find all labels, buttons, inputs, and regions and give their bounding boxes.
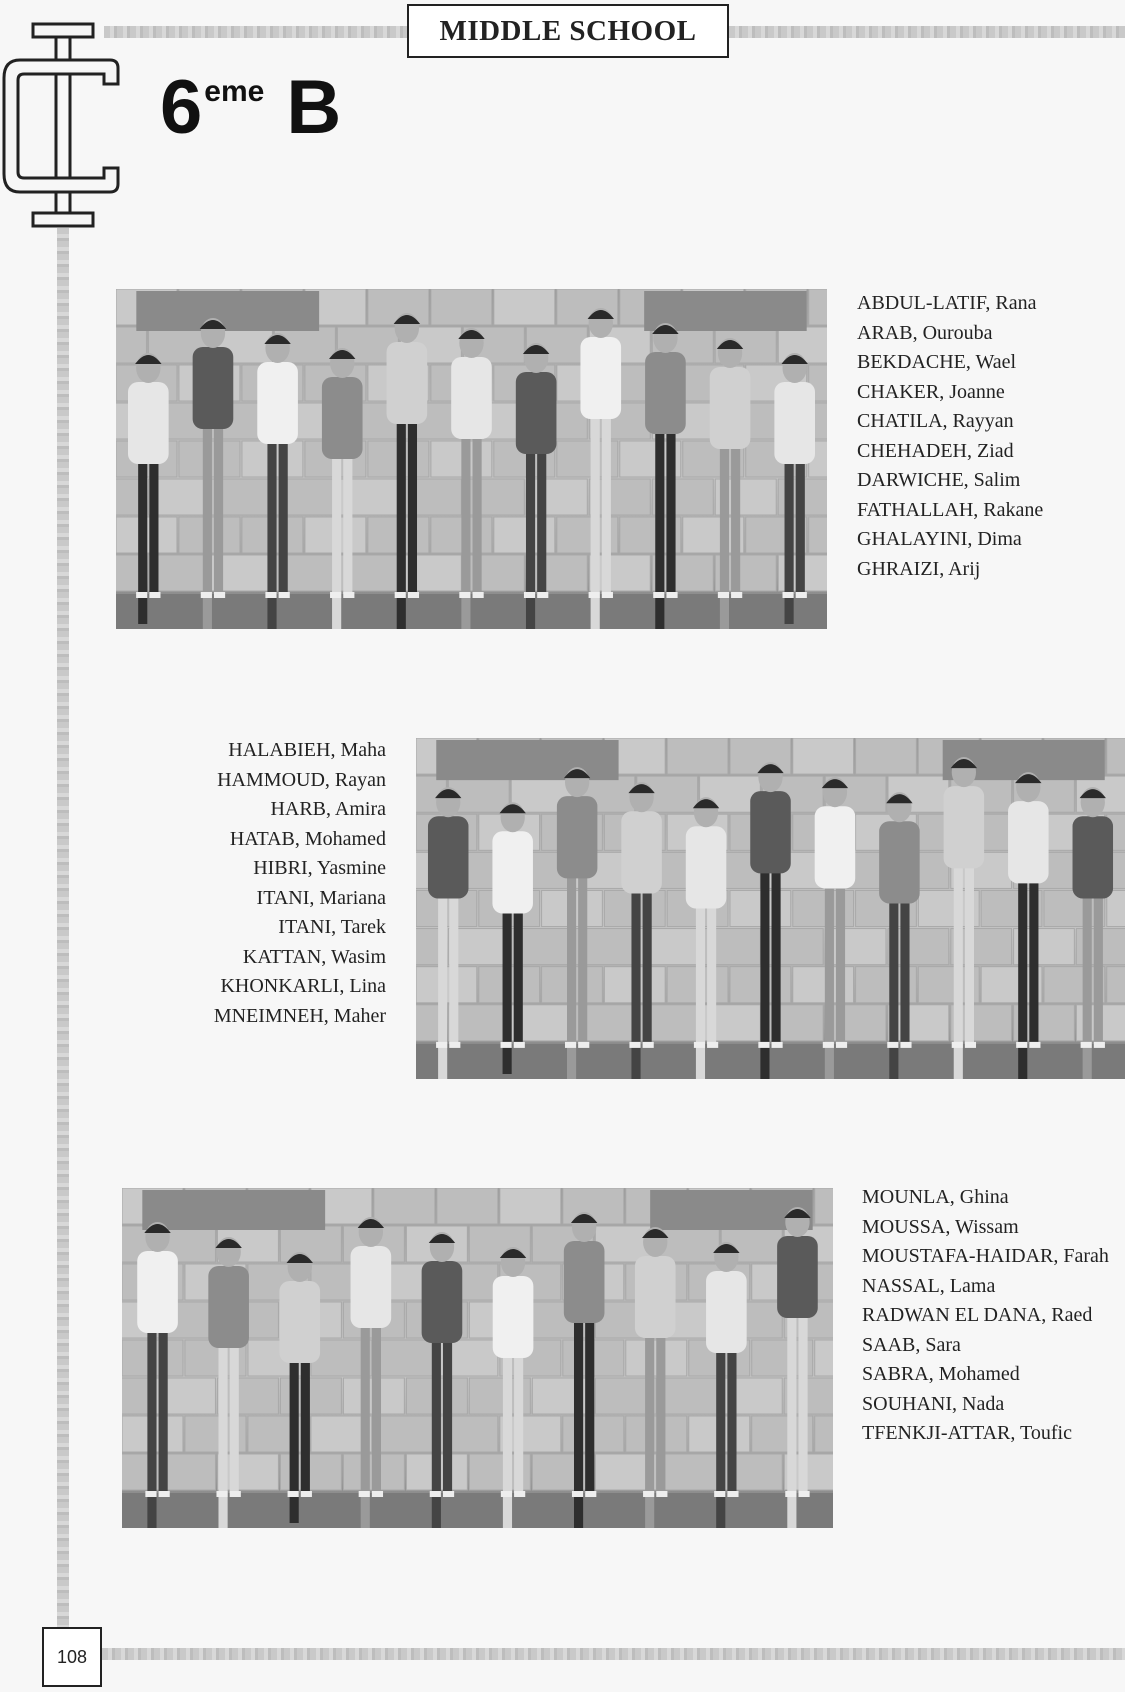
class-photo-1-image xyxy=(116,289,827,629)
student-name: KATTAN, Wasim xyxy=(242,945,386,968)
class-photo-3-image xyxy=(122,1188,833,1528)
class-title xyxy=(160,65,342,150)
student-name: SOUHANI, Nada xyxy=(862,1392,1005,1415)
student-name: GHALAYINI, Dima xyxy=(857,528,1022,550)
student-name: ITANI, Tarek xyxy=(278,916,386,938)
student-name: CHATILA, Rayyan xyxy=(857,410,1014,432)
student-name: GHRAIZI, Arij xyxy=(857,557,981,580)
student-name: MOUSSA, Wissam xyxy=(862,1215,1019,1238)
student-name: TFENKJI-ATTAR, Toufic xyxy=(862,1422,1072,1444)
student-name: ARAB, Ourouba xyxy=(857,321,993,344)
student-name: HIBRI, Yasmine xyxy=(253,857,386,879)
top-rule-right xyxy=(729,26,1125,38)
class-photo-3 xyxy=(122,1188,833,1528)
class-grade: 6 xyxy=(160,65,203,150)
page-number: 108 xyxy=(56,1646,88,1667)
student-name: DARWICHE, Salim xyxy=(857,469,1021,491)
top-rule-left xyxy=(104,26,407,38)
student-name: FATHALLAH, Rakane xyxy=(857,498,1044,521)
student-name: NASSAL, Lama xyxy=(862,1274,996,1297)
left-vertical-rule xyxy=(57,228,69,1628)
section-header xyxy=(407,4,729,58)
name-list-1 xyxy=(857,289,1043,584)
student-name: RADWAN EL DANA, Raed xyxy=(862,1304,1093,1326)
class-section-letter: B xyxy=(286,65,342,150)
student-name: HARB, Amira xyxy=(270,798,386,820)
student-name: HATAB, Mohamed xyxy=(229,827,386,850)
student-name: MOUSTAFA-HAIDAR, Farah xyxy=(862,1245,1109,1267)
class-photo-2 xyxy=(416,738,1125,1079)
student-name: ABDUL-LATIF, Rana xyxy=(857,292,1037,314)
ic-monogram-logo-icon xyxy=(0,22,126,228)
student-name: MNEIMNEH, Maher xyxy=(213,1004,386,1027)
student-name: HALABIEH, Maha xyxy=(228,739,386,761)
page-number-box xyxy=(42,1627,102,1687)
student-name: MOUNLA, Ghina xyxy=(862,1186,1009,1208)
section-header-label: MIDDLE SCHOOL xyxy=(439,14,697,47)
class-photo-2-image xyxy=(416,738,1125,1079)
student-name: SAAB, Sara xyxy=(862,1333,961,1356)
name-list-3 xyxy=(862,1183,1109,1449)
class-photo-1 xyxy=(116,289,827,629)
bottom-rule xyxy=(102,1648,1125,1660)
student-name: HAMMOUD, Rayan xyxy=(217,768,386,791)
student-name: BEKDACHE, Wael xyxy=(857,351,1017,373)
student-name: KHONKARLI, Lina xyxy=(220,975,386,997)
student-name: SABRA, Mohamed xyxy=(862,1363,1020,1385)
student-name: CHAKER, Joanne xyxy=(857,380,1005,403)
class-grade-suffix: eme xyxy=(204,75,265,108)
student-name: CHEHADEH, Ziad xyxy=(857,439,1014,462)
student-name: ITANI, Mariana xyxy=(256,886,386,909)
name-list-2 xyxy=(214,736,386,1031)
